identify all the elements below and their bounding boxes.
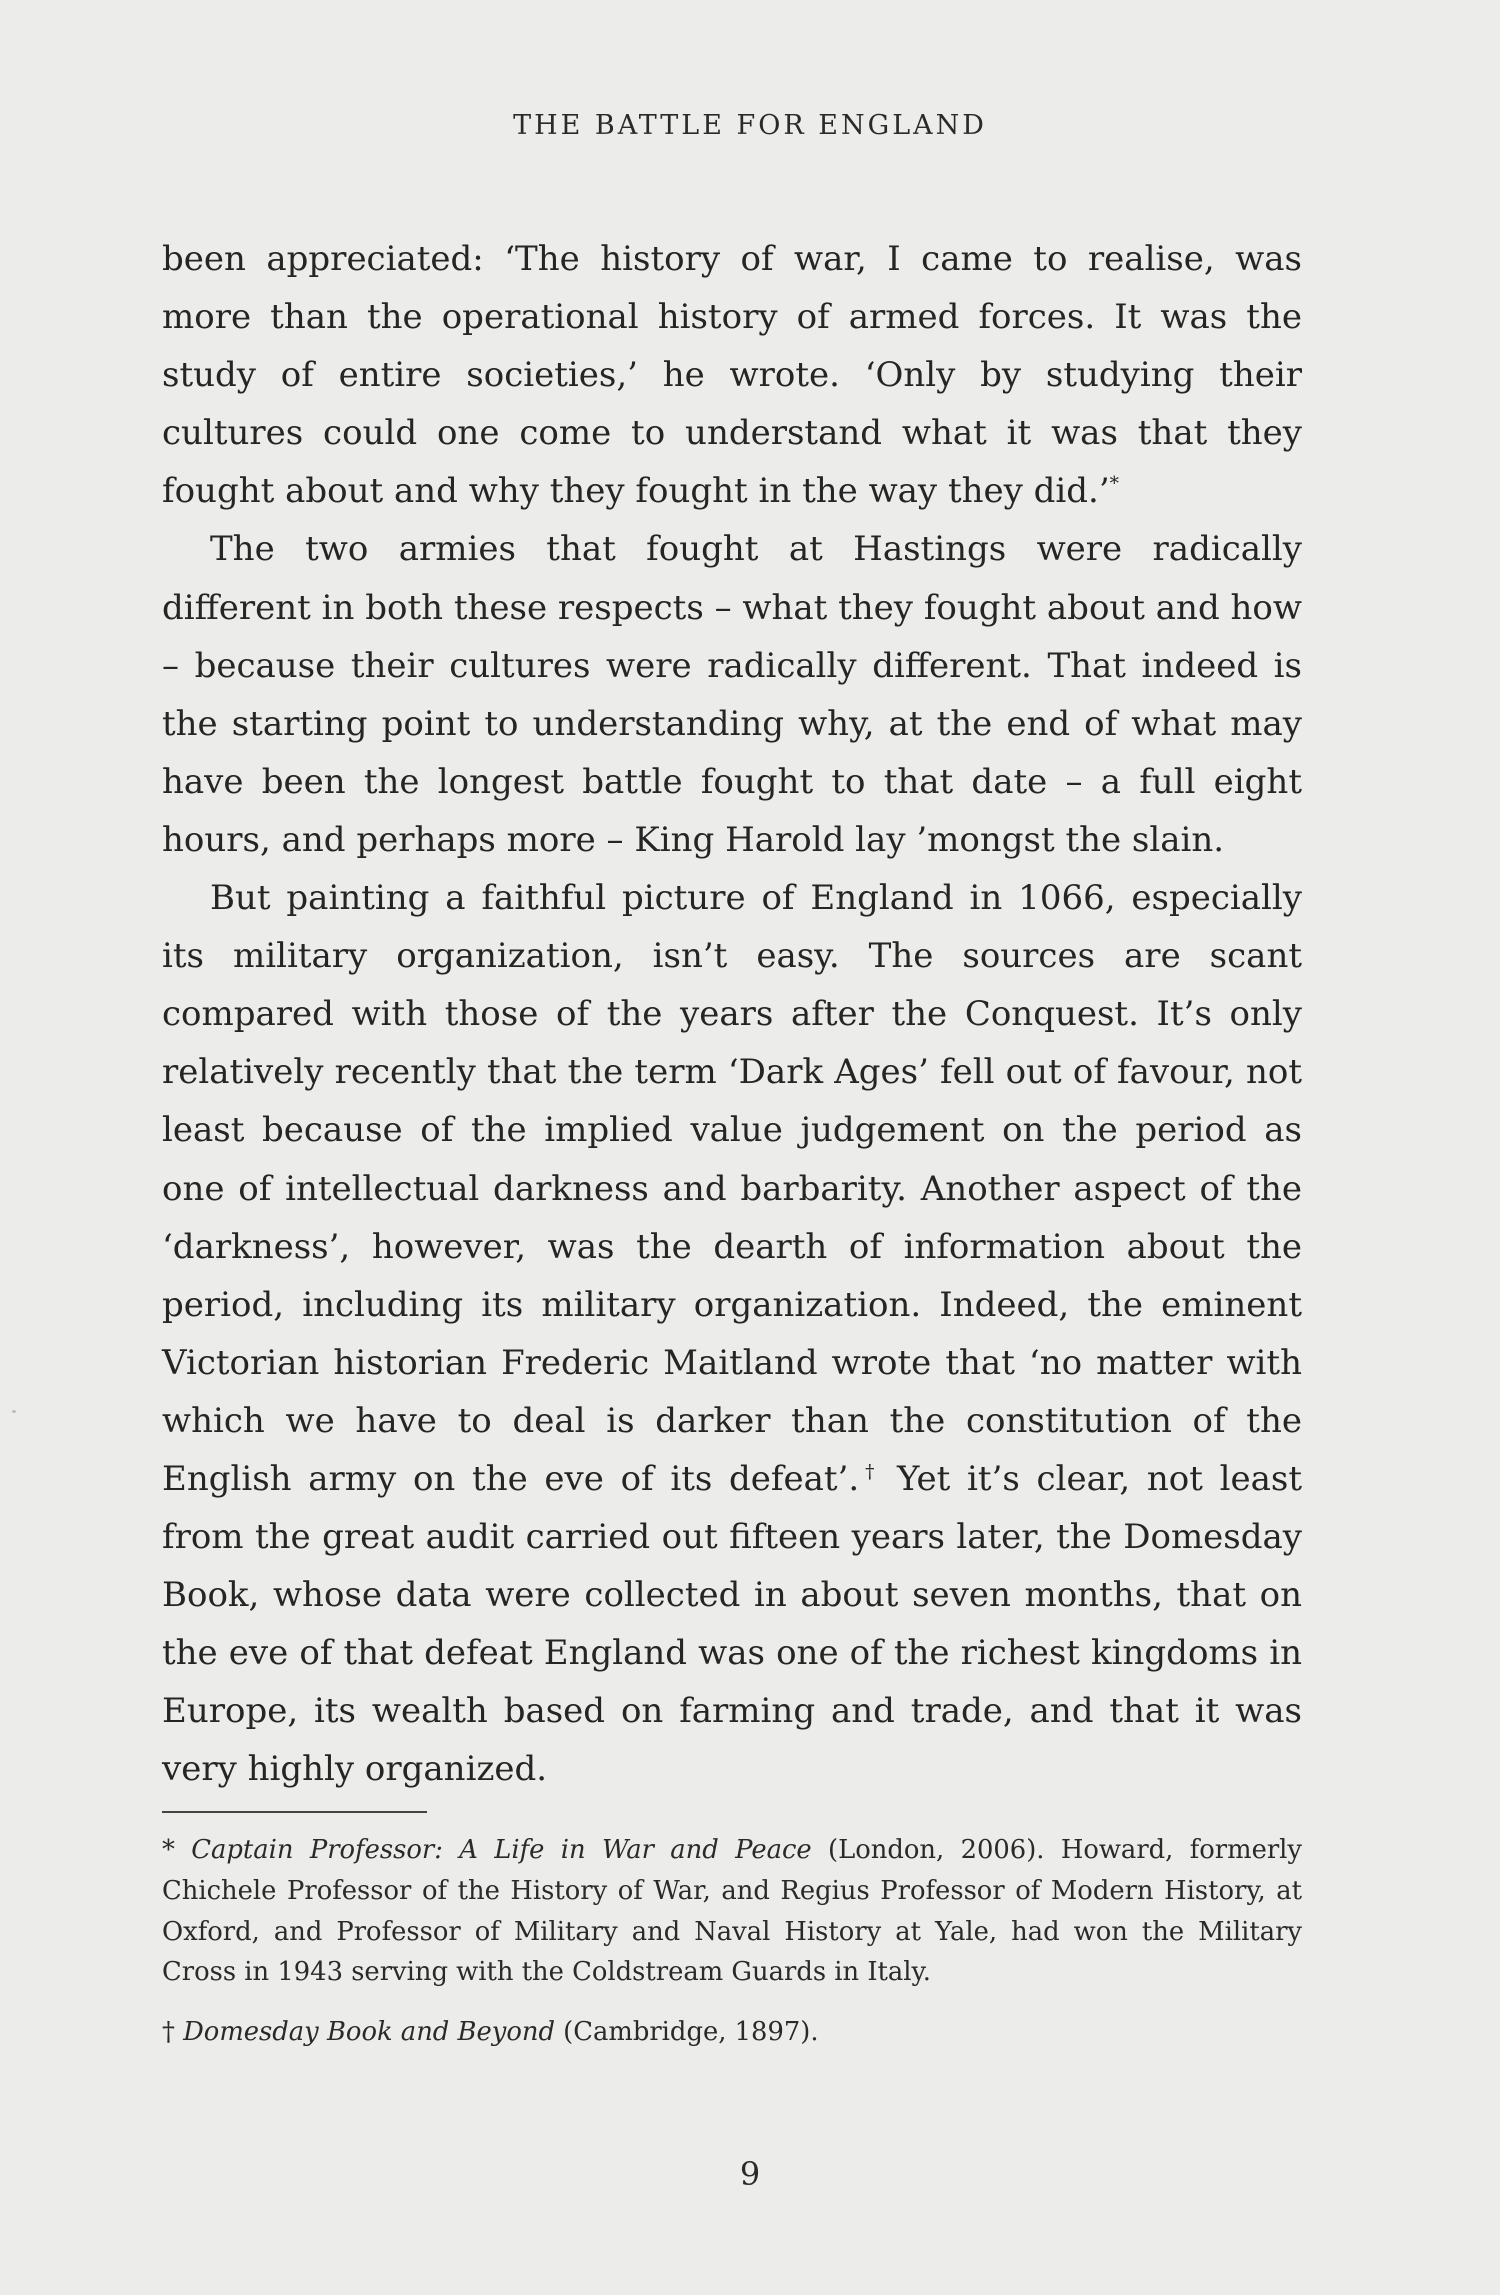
footnote-1 — [162, 1830, 1302, 1993]
footnotes — [162, 1830, 1302, 2053]
paragraph-3 — [162, 869, 1302, 1799]
scan-speck — [12, 1410, 16, 1413]
footnote-ref-asterisk: * — [1109, 474, 1120, 496]
running-head: THE BATTLE FOR ENGLAND — [513, 110, 987, 141]
footnote-2-mark: † — [162, 2017, 184, 2048]
footnote-2-text: (Cambridge, 1897). — [554, 2017, 819, 2048]
footnote-1-mark: * — [162, 1835, 192, 1865]
paragraph-3-text-a: But painting a faithful picture of England in 1066, especially its military organization, isn’t easy. The sources are scant compared with those of the years after the Conquest. It’s only relatively recently that the term ‘Dark Ages’ fell out of favour, not least because of the implied value judgement on the period as one of intellectual darkness and barbarity. Another aspect of the ‘darkness’, however, was the dearth of information about the period, including its military organization. Indeed, the eminent Victorian historian Frederic Maitland wrote that ‘no matter with which we have to deal is darker than the constitution of the English army on the eve of its defeat’. — [162, 878, 1302, 1499]
footnote-divider — [162, 1811, 427, 1813]
page-number: 9 — [739, 2155, 761, 2193]
footnote-1-text: (London, 2006). Howard, formerly Chichele Professor of the History of War, and Regius Professor of Modern History, at Oxford, and Professor of Military and Naval History at Yale, had won the Military Cross in 1943 serving with the Coldstream Guards in Italy. — [162, 1835, 1302, 1988]
paragraph-2: The two armies that fought at Hastings were radically different in both these respects – what they fought about and how – because their cultures were radically different. That indeed is the starting point to understanding why, at the end of what may have been the longest battle fought to that date – a full eight hours, and perhaps more – King Harold lay ’mongst the slain. — [162, 529, 1302, 860]
body-text — [162, 230, 1302, 1799]
paragraph-1-text: been appreciated: ‘The history of war, I came to realise, was more than the operational history of armed forces. It was the study of entire societies,’ he wrote. ‘Only by studying their cultures could one come to understand what it was that they fought about and why they fought in the way they did.’ — [162, 239, 1302, 512]
footnote-2-title: Domesday Book and Beyond — [183, 2017, 555, 2048]
footnote-2 — [162, 2012, 1302, 2053]
footnote-ref-dagger: † — [859, 1461, 881, 1483]
paragraph-3-text-b: Yet it’s clear, not least from the great audit carried out fifteen years later, the Domesday Book, whose data were collected in about seven months, that on the eve of that defeat England was one of the richest kingdoms in Europe, its wealth based on farming and trade, and that it was very highly organized. — [162, 1458, 1302, 1790]
footnote-1-title: Captain Professor: A Life in War and Peace — [191, 1835, 812, 1865]
paragraph-1 — [162, 230, 1302, 520]
